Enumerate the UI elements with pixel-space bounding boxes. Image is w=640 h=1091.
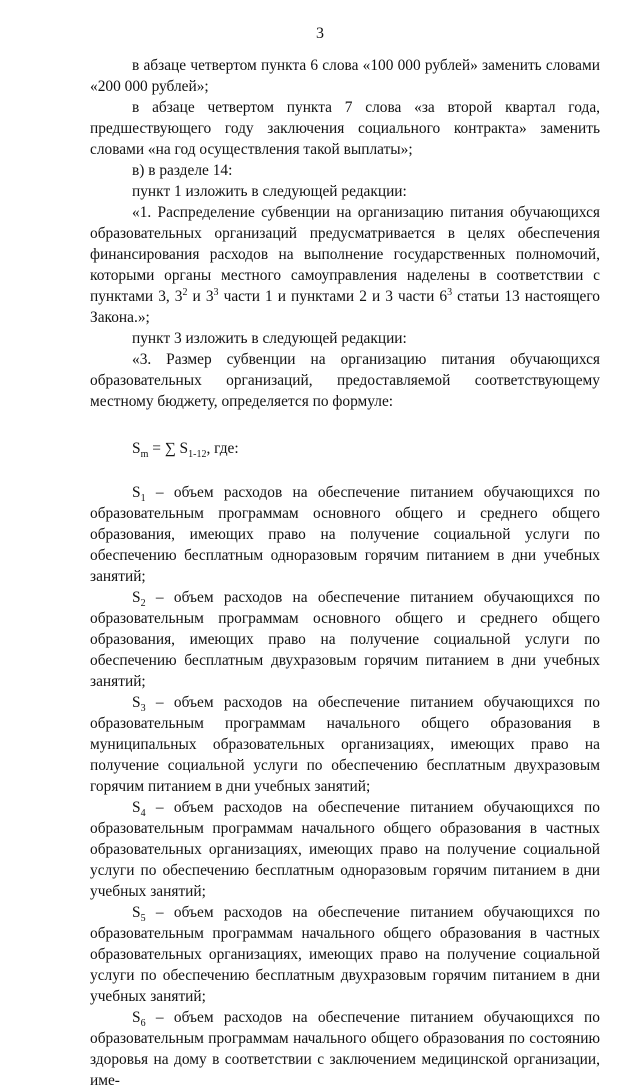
def-symbol: S [132,799,141,816]
def-text: – объем расходов на обеспечение питанием обучающихся по образовательным программам начального общего образования в частных образовательных организациях, имеющих право на получение социальной услуги по обеспечению бесплатным одноразовым горячим питанием в дни учебных занятий; [90,799,600,900]
def-text: – объем расходов на обеспечение питанием обучающихся по образовательным программам основного общего и среднего общего образования, имеющих право на получение социальной услуги по обеспечению бесплатным одноразовым горячим питанием в дни учебных занятий; [90,484,600,585]
def-text: – объем расходов на обеспечение питанием обучающихся по образовательным программам основного общего и среднего общего образования, имеющих право на получение социальной услуги по обеспечению бесплатным двухразовым горячим питанием в дни учебных занятий; [90,589,600,690]
def-symbol: S [132,1009,141,1026]
formula-rhs-sub: 1-12 [188,449,207,461]
formula-lhs: S [132,440,141,457]
definition-s4 [90,797,600,902]
text-run: статьи 13 настоящего Закона.»; [90,288,600,326]
definition-s3 [90,692,600,797]
paragraph: в абзаце четвертом пункта 7 слова «за второй квартал года, предшествующего году заключения социального контракта» заменить словами «на год осуществления такой выплаты»; [90,99,600,158]
definition-s5 [90,902,600,1007]
def-symbol: S [132,589,141,606]
def-symbol: S [132,694,141,711]
superscript: 2 [182,286,188,298]
text-run: и 3 [187,288,214,305]
def-symbol: S [132,484,141,501]
paragraph-distribution [90,202,600,328]
formula-sum: = ∑ S [148,440,189,457]
definition-s2 [90,587,600,692]
definition-s6 [90,1007,600,1091]
def-subscript: 2 [140,598,146,610]
superscript: 3 [213,286,219,298]
page-number: 3 [316,25,324,42]
text-run: части 1 и пунктами 2 и 3 части 6 [218,288,448,305]
def-subscript: 4 [140,808,146,820]
def-subscript: 1 [140,493,146,505]
def-subscript: 6 [140,1018,146,1030]
definition-s1 [90,482,600,587]
paragraph: в) в разделе 14: [132,162,233,179]
document-body [90,55,600,1091]
paragraph: пункт 3 изложить в следующей редакции: [132,330,407,347]
paragraph: пункт 1 изложить в следующей редакции: [132,183,407,200]
paragraph: «3. Размер субвенции на организацию питания обучающихся образовательных организаций, предоставляемой соответствующему местному бюджету, определяется по формуле: [90,351,600,410]
formula [90,438,600,459]
def-subscript: 3 [140,703,146,715]
def-text: – объем расходов на обеспечение питанием обучающихся по образовательным программам начального общего образования по состоянию здоровья на дому в соответствии с заключением медицинской организации, име- [90,1009,600,1089]
superscript: 3 [447,286,453,298]
formula-lhs-sub: m [140,449,149,461]
paragraph: в абзаце четвертом пункта 6 слова «100 000 рублей» заменить словами «200 000 рублей»; [90,57,600,95]
def-symbol: S [132,904,141,921]
formula-tail: , где: [206,440,239,457]
text-run: «1. Распределение субвенции на организацию питания обучающихся образовательных организаций предусматривается в целях обеспечения финансирования расходов на выполнение государственных полномочий, которыми органы местного самоуправления наделены в соответствии с пунктами 3, 3 [90,204,600,305]
def-subscript: 5 [140,913,146,925]
def-text: – объем расходов на обеспечение питанием обучающихся по образовательным программам начального общего образования в муниципальных образовательных организациях, имеющих право на получение социальной услуги по обеспечению бесплатным двухразовым горячим питанием в дни учебных занятий; [90,694,600,795]
def-text: – объем расходов на обеспечение питанием обучающихся по образовательным программам начального общего образования в частных образовательных организациях, имеющих право на получение социальной услуги по обеспечению бесплатным двухразовым горячим питанием в дни учебных занятий; [90,904,600,1005]
